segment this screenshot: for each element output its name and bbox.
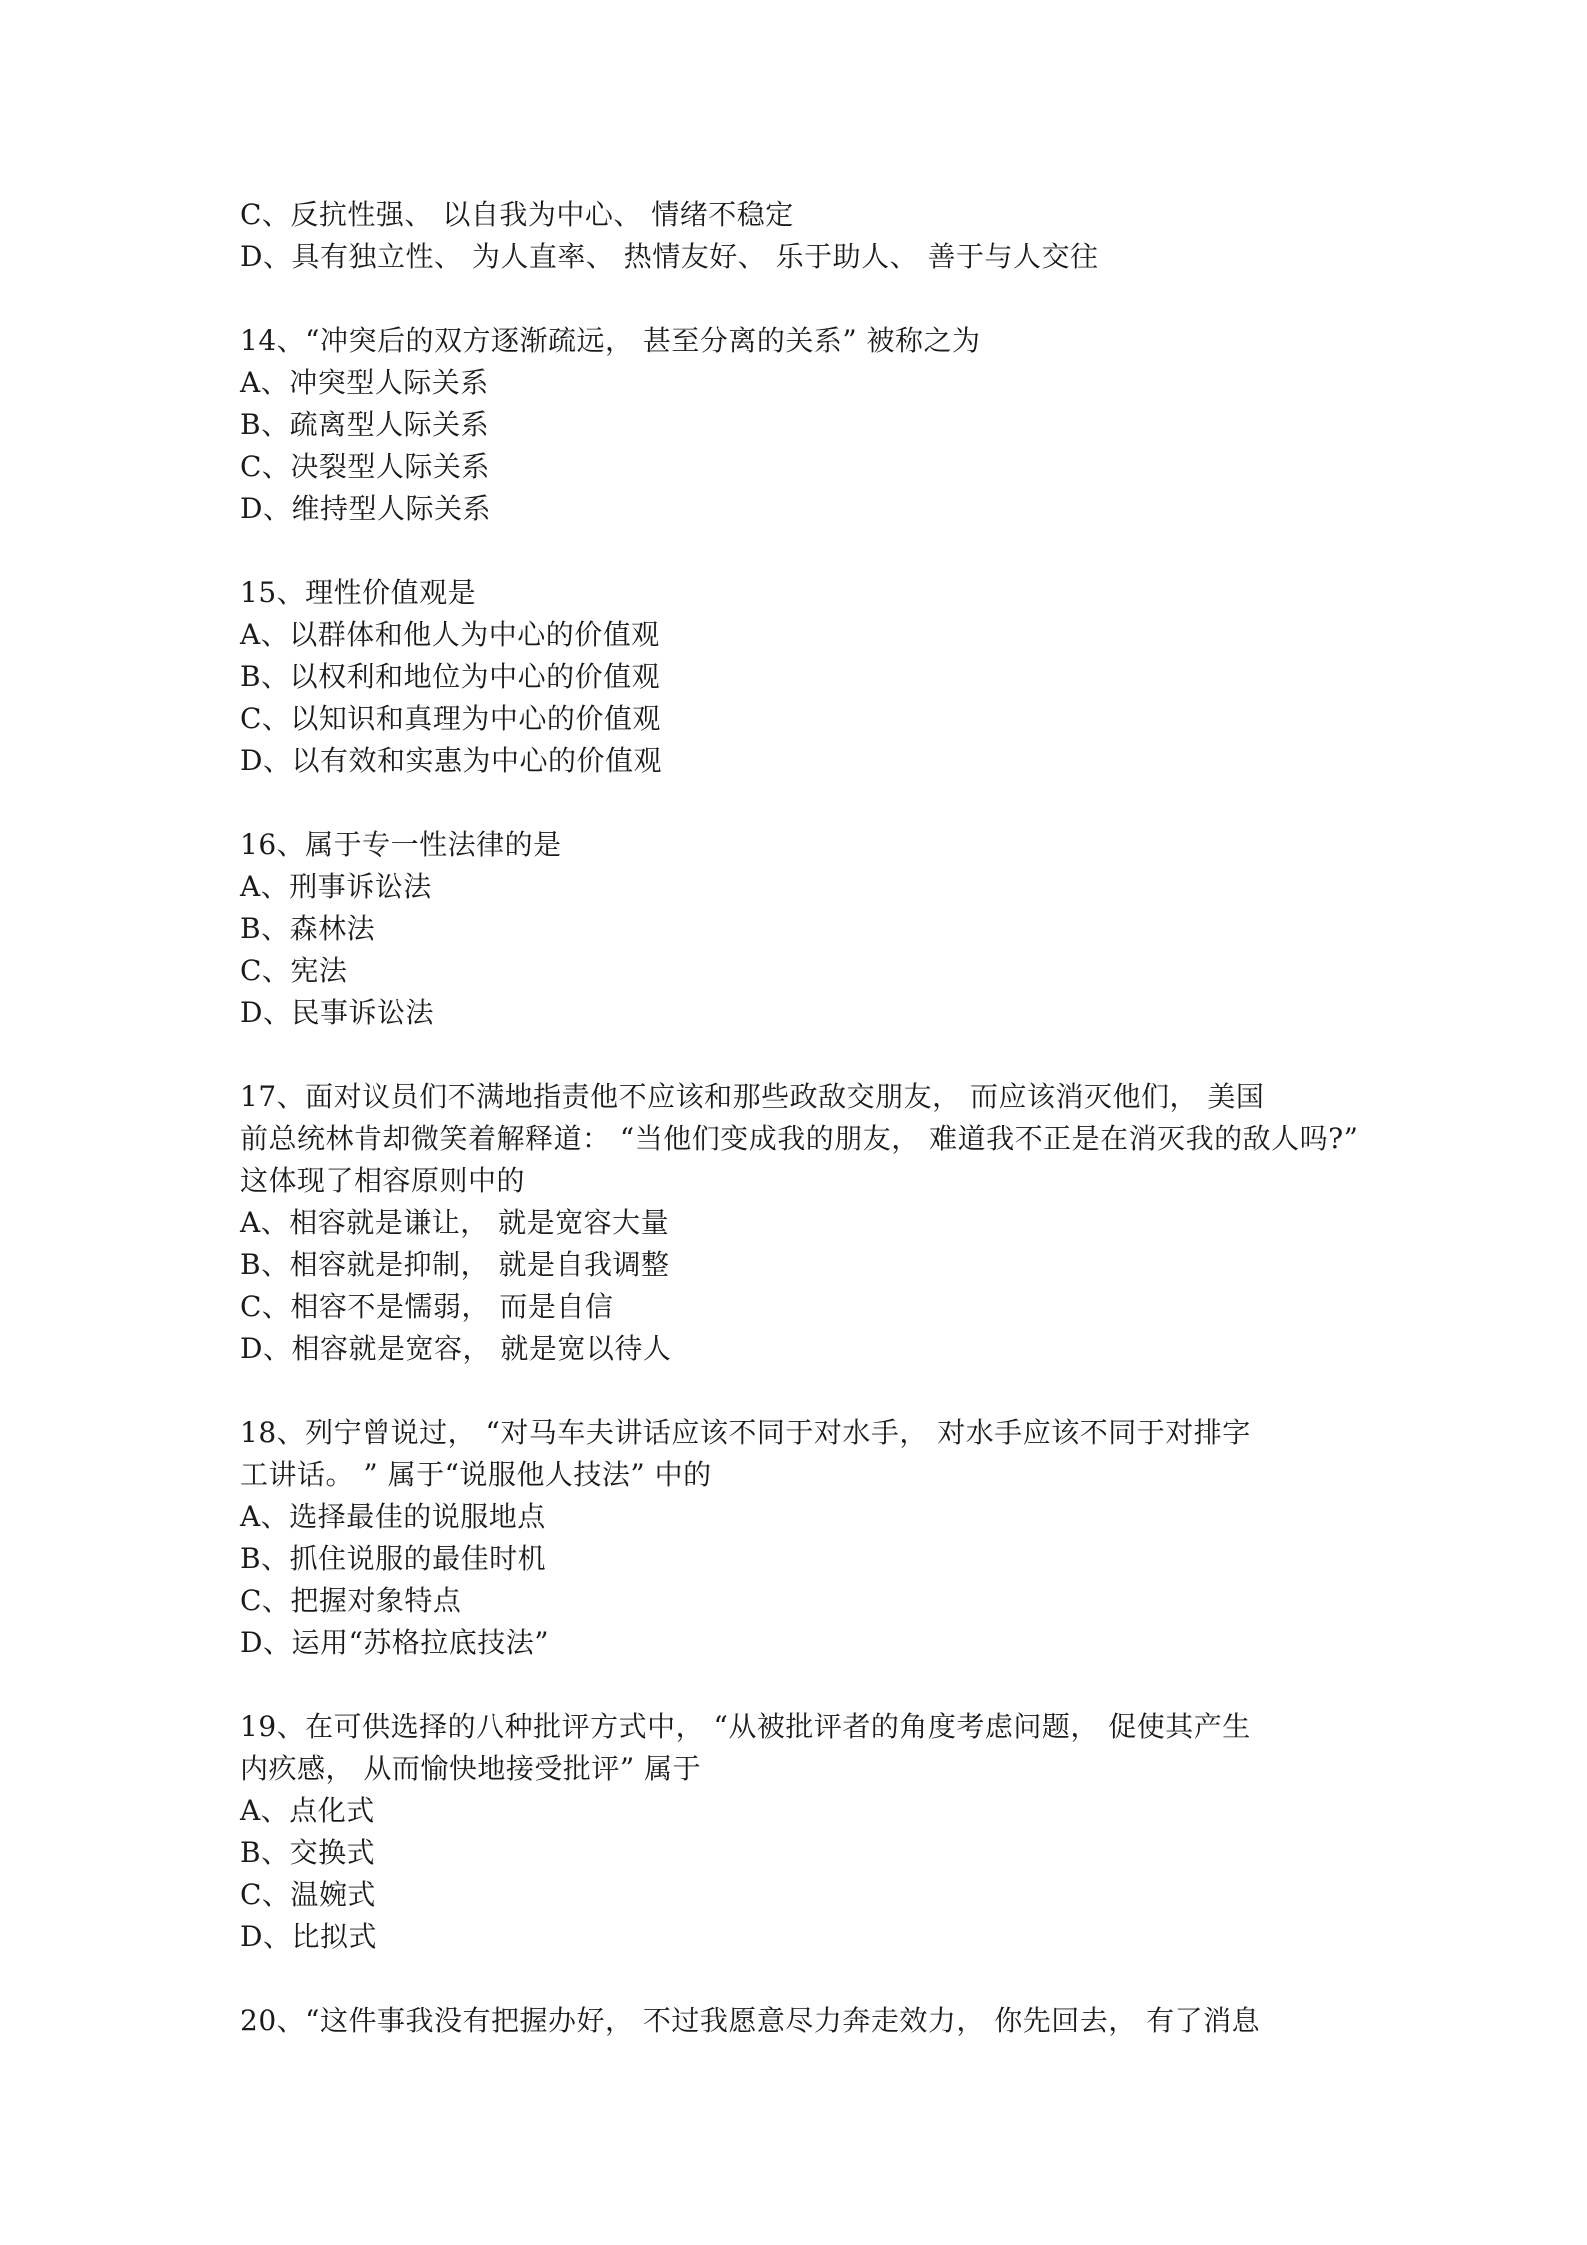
question-text: 前总统林肯却微笑着解释道： “当他们变成我的朋友， 难道我不正是在消灭我的敌人吗?” — [240, 1122, 1359, 1155]
answer-option: D、民事诉讼法 — [240, 996, 434, 1029]
question-text: 20、“这件事我没有把握办好， 不过我愿意尽力奔走效力， 你先回去， 有了消息 — [240, 2004, 1261, 2037]
answer-option: C、以知识和真理为中心的价值观 — [240, 702, 661, 735]
paragraph-gap — [240, 1034, 1400, 1076]
question-text: 16、属于专一性法律的是 — [240, 828, 562, 861]
answer-option: A、相容就是谦让， 就是宽容大量 — [240, 1206, 670, 1239]
question-text: 15、理性价值观是 — [240, 576, 477, 609]
answer-option: D、维持型人际关系 — [240, 492, 491, 525]
answer-option: A、选择最佳的说服地点 — [240, 1500, 546, 1533]
answer-option: C、宪法 — [240, 954, 348, 987]
question-text: 这体现了相容原则中的 — [240, 1164, 526, 1197]
paragraph-gap — [240, 278, 1400, 320]
answer-option: B、交换式 — [240, 1836, 376, 1869]
answer-option: B、森林法 — [240, 912, 376, 945]
answer-option: A、刑事诉讼法 — [240, 870, 432, 903]
answer-option: D、相容就是宽容， 就是宽以待人 — [240, 1332, 672, 1365]
answer-option: D、具有独立性、 为人直率、 热情友好、 乐于助人、 善于与人交往 — [240, 240, 1099, 273]
paragraph-gap — [240, 782, 1400, 824]
paragraph-gap — [240, 530, 1400, 572]
question-text: 17、面对议员们不满地指责他不应该和那些政敌交朋友， 而应该消灭他们， 美国 — [240, 1080, 1265, 1113]
answer-option: A、点化式 — [240, 1794, 375, 1827]
answer-option: A、以群体和他人为中心的价值观 — [240, 618, 660, 651]
answer-option: B、以权利和地位为中心的价值观 — [240, 660, 661, 693]
answer-option: A、冲突型人际关系 — [240, 366, 489, 399]
answer-option: C、反抗性强、 以自我为中心、 情绪不稳定 — [240, 198, 794, 231]
document-page — [240, 194, 1400, 2042]
answer-option: B、抓住说服的最佳时机 — [240, 1542, 547, 1575]
answer-option: B、疏离型人际关系 — [240, 408, 490, 441]
answer-option: C、相容不是懦弱， 而是自信 — [240, 1290, 614, 1323]
question-text: 19、在可供选择的八种批评方式中， “从被批评者的角度考虑问题， 促使其产生 — [240, 1710, 1251, 1743]
question-text: 18、列宁曾说过， “对马车夫讲话应该不同于对水手， 对水手应该不同于对排字 — [240, 1416, 1251, 1449]
question-text: 14、“冲突后的双方逐渐疏远， 甚至分离的关系” 被称之为 — [240, 324, 981, 357]
question-text: 内疚感， 从而愉快地接受批评” 属于 — [240, 1752, 702, 1785]
answer-option: B、相容就是抑制， 就是自我调整 — [240, 1248, 670, 1281]
answer-option: C、温婉式 — [240, 1878, 376, 1911]
answer-option: D、运用“苏格拉底技法” — [240, 1626, 550, 1659]
answer-option: C、决裂型人际关系 — [240, 450, 490, 483]
question-text: 工讲话。 ” 属于“说服他人技法” 中的 — [240, 1458, 712, 1491]
paragraph-gap — [240, 1664, 1400, 1706]
answer-option: C、把握对象特点 — [240, 1584, 462, 1617]
answer-option: D、比拟式 — [240, 1920, 377, 1953]
paragraph-gap — [240, 1958, 1400, 2000]
answer-option: D、以有效和实惠为中心的价值观 — [240, 744, 662, 777]
paragraph-gap — [240, 1370, 1400, 1412]
